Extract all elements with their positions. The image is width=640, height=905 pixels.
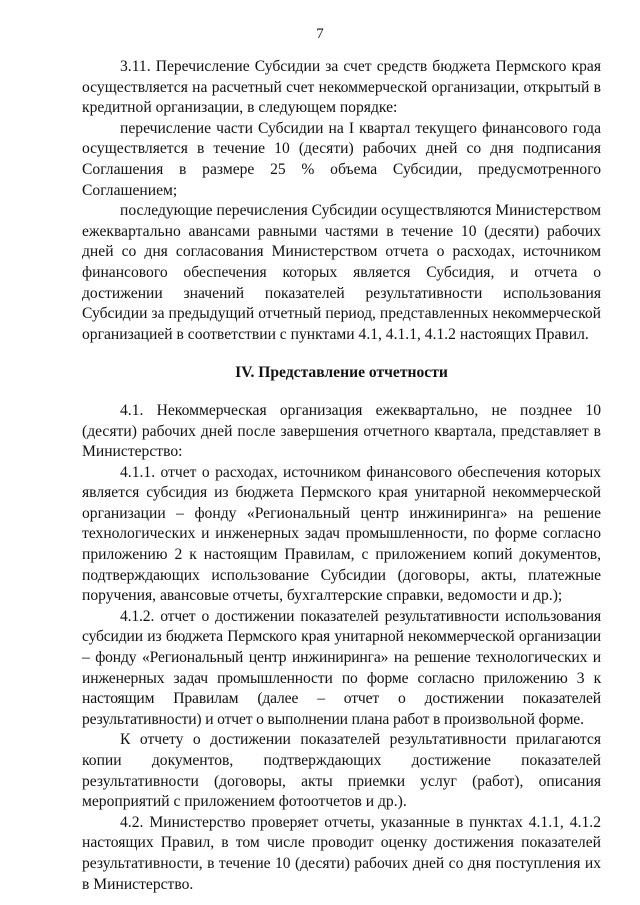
paragraph-first-tranche: перечисление части Субсидии на I квартал текущего финансового года осуществляется в течение 10 (десяти) рабочих дней со дня подписания Соглашения в размере 25 % объема Субсидии, предусмотренного Соглашением;: [82, 119, 601, 199]
paragraph-4-1: 4.1. Некоммерческая организация ежеквартально, не позднее 10 (десяти) рабочих дней после завершения отчетного квартала, представляет в Министерство:: [82, 401, 601, 461]
paragraph-subsequent-tranches: последующие перечисления Субсидии осуществляются Министерством ежеквартально авансами равными частями в течение 10 (десяти) рабочих дней со дня согласования Министерством отчета о расходах, источником финансового обеспечения которых является Субсидия, и отчета о достижении значений показателей результативности использования Субсидии за предыдущий отчетный период, представленных некоммерческой организацией в соответствии с пунктами 4.1, 4.1.1, 4.1.2 настоящих Правил.: [82, 202, 602, 343]
section-heading: IV. Представление отчетности: [235, 364, 448, 382]
paragraph-4-2: 4.2. Министерство проверяет отчеты, указанные в пунктах 4.1.1, 4.1.2 настоящих Правил, в том числе проводит оценку достижения показателей результативности, в течение 10 (десяти) рабочих дней со дня поступления их в Министерство.: [82, 813, 601, 893]
page-number: 7: [316, 26, 324, 42]
document-body: [82, 57, 601, 895]
paragraph-attachments: К отчету о достижении показателей результативности прилагаются копии документов, подтверждающих достижение показателей результативности (договоры, акты приемки услуг (работ), описания мероприятий с приложением фотоотчетов и др.).: [82, 731, 601, 811]
paragraph-3-11: 3.11. Перечисление Субсидии за счет средств бюджета Пермского края осуществляется на расчетный счет некоммерческой организации, открытый в кредитной организации, в следующем порядке:: [82, 58, 601, 117]
paragraph-4-1-1: 4.1.1. отчет о расходах, источником финансового обеспечения которых является субсидия из бюджета Пермского края унитарной некоммерческой организации – фонду «Региональный центр инжиниринга» на решение технологических и инженерных задач промышленности, по форме согласно приложению 2 к настоящим Правилам, с приложением копий документов, подтверждающих использование Субсидии (договоры, акты, платежные поручения, авансовые отчеты, бухгалтерские справки, ведомости и др.);: [82, 463, 601, 605]
paragraph-4-1-2: 4.1.2. отчет о достижении показателей результативности использования субсидии из бюджета Пермского края унитарной некоммерческой организации – фонду «Региональный центр инжиниринга» на решение технологических и инженерных задач промышленности по форме согласно приложению 3 к настоящим Правилам (далее – отчет о достижении показателей результативности) и отчет о выполнении плана работ в произвольной форме.: [82, 607, 601, 728]
